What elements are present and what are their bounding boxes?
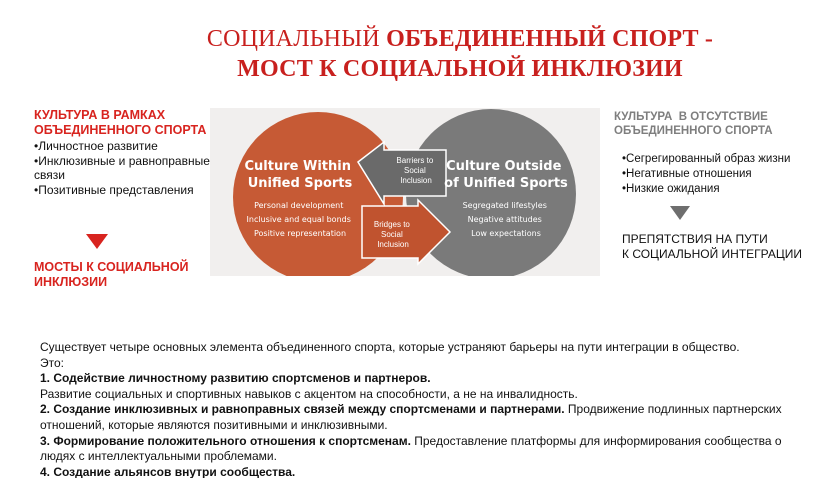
item-1-text: Развитие социальных и спортивных навыков с акцентом на способности, а не на инвалидность. <box>40 386 578 401</box>
barrier-arrow-label: Barriers to Social Inclusion <box>396 156 434 185</box>
left-circle-title: Culture Within Unified Sports <box>244 159 353 191</box>
bridge-arrow-label: Bridges to Social Inclusion <box>373 220 410 249</box>
right-heading: КУЛЬТУРА В ОТСУТСТВИЕ ОБЪЕДИНЕННОГО СПОРТА <box>614 111 773 137</box>
right-list <box>622 152 812 197</box>
left-list-item: •Инклюзивные и равноправные связи <box>34 153 210 182</box>
page-title <box>150 24 770 84</box>
intro-line: Существует четыре основных элемента объединенного спорта, которые устраняют барьеры на пути интеграции в общество. <box>40 340 740 354</box>
right-list-item: •Сегрегированный образ жизни <box>622 153 791 165</box>
intro-line-2: Это: <box>40 355 64 370</box>
right-panel <box>614 110 814 261</box>
title-line-2: МОСТ К СОЦИАЛЬНОЙ ИНКЛЮЗИИ <box>237 56 683 82</box>
item-2: 2. Создание инклюзивных и равноправных связей между спортсменами и партнерами. Продвижение подлинных партнерских отношений, которые являются позитивными и инклюзивными. <box>40 402 782 432</box>
title-line-1: СОЦИАЛЬНЫЙ ОБЪЕДИНЕННЫЙ СПОРТ - <box>206 26 714 52</box>
body-text <box>40 340 816 478</box>
left-list-item: •Личностное развитие <box>34 139 158 153</box>
left-list <box>34 139 214 197</box>
left-footer: МОСТЫ К СОЦИАЛЬНОЙ ИНКЛЮЗИИ <box>34 260 189 289</box>
right-list-item: •Низкие ожидания <box>622 183 720 195</box>
right-footer: ПРЕПЯТСТВИЯ НА ПУТИ К СОЦИАЛЬНОЙ ИНТЕГРАЦИИ <box>622 232 802 261</box>
down-arrow-icon <box>670 206 690 220</box>
left-heading: КУЛЬТУРА В РАМКАХ ОБЪЕДИНЕННОГО СПОРТА <box>34 108 207 137</box>
right-circle-items: Segregated lifestyles Negative attitudes Low expectations <box>462 201 547 238</box>
right-circle-title: Culture Outside of Unified Sports <box>444 159 568 191</box>
item-1-heading: 1. Содействие личностному развитию спортсменов и партнеров. <box>40 371 431 386</box>
left-list-item: •Позитивные представления <box>34 182 194 197</box>
item-3: 3. Формирование положительного отношения к спортсменам. Предоставление платформы для информирования сообщества о людях с интеллектуальными проблемами. <box>40 433 782 464</box>
diagram-svg <box>210 108 600 276</box>
culture-diagram <box>210 108 600 276</box>
left-circle-items: Personal development Inclusive and equal bonds Positive representation <box>246 201 351 238</box>
left-panel <box>34 108 214 289</box>
right-list-item: •Негативные отношения <box>622 168 752 180</box>
item-4-heading: 4. Создание альянсов внутри сообщества. <box>40 464 296 478</box>
down-arrow-icon <box>86 234 108 249</box>
